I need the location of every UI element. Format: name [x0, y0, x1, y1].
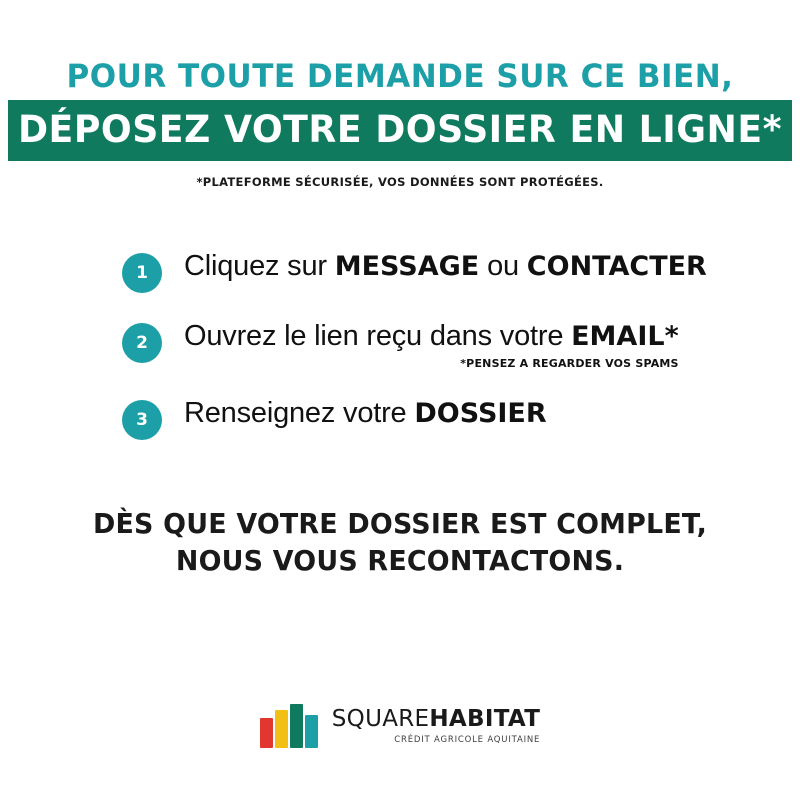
- step-number-badge: 2: [122, 323, 162, 363]
- headline-line-1: POUR TOUTE DEMANDE SUR CE BIEN,: [66, 57, 734, 95]
- step-footnote-spam: *PENSEZ A REGARDER VOS SPAMS: [460, 356, 679, 370]
- step-body: [184, 251, 707, 283]
- logo-bar-teal: [305, 715, 318, 748]
- logo-text: [331, 705, 541, 745]
- step-keyword-message: MESSAGE: [334, 251, 480, 282]
- logo-bar-green: [290, 704, 303, 748]
- closing-line-1: DÈS QUE VOTRE DOSSIER EST COMPLET,: [92, 506, 707, 540]
- step-text: [184, 251, 707, 283]
- logo-bar-yellow: [275, 710, 288, 748]
- step-keyword-email: EMAIL*: [571, 321, 679, 352]
- logo-tagline: CRÉDIT AGRICOLE AQUITAINE: [394, 734, 541, 745]
- step-number-badge: 3: [122, 400, 162, 440]
- step-number-badge: 1: [122, 253, 162, 293]
- step-keyword-contacter: CONTACTER: [526, 251, 707, 282]
- step-text-prefix: Ouvrez le lien reçu dans votre: [184, 320, 572, 352]
- step-text-prefix: Cliquez sur: [184, 250, 335, 282]
- step-text-middle: ou: [479, 250, 527, 282]
- logo-bars-icon: [260, 704, 320, 748]
- closing-message: [16, 506, 784, 580]
- brand-logo: [0, 704, 800, 748]
- step-keyword-dossier: DOSSIER: [414, 397, 547, 429]
- step-text: [184, 398, 547, 430]
- list-item: [122, 321, 800, 370]
- security-disclaimer: *PLATEFORME SÉCURISÉE, VOS DONNÉES SONT PROTÉGÉES.: [196, 175, 604, 189]
- closing-line-2: NOUS VOUS RECONTACTONS.: [175, 543, 625, 577]
- step-text-prefix: Renseignez votre: [184, 396, 415, 429]
- logo-bar-red: [260, 718, 273, 748]
- headline-line-2: DÉPOSEZ VOTRE DOSSIER EN LIGNE*: [17, 108, 783, 151]
- header: [0, 0, 800, 189]
- logo-title: [331, 705, 541, 732]
- logo-name-light: SQUARE: [331, 705, 430, 732]
- step-body: [184, 321, 679, 370]
- list-item: [122, 398, 800, 440]
- step-text: [184, 321, 679, 353]
- step-body: [184, 398, 547, 430]
- steps-list: [0, 251, 800, 440]
- list-item: [122, 251, 800, 293]
- logo-name-bold: HABITAT: [429, 705, 541, 732]
- headline-banner: [8, 100, 792, 161]
